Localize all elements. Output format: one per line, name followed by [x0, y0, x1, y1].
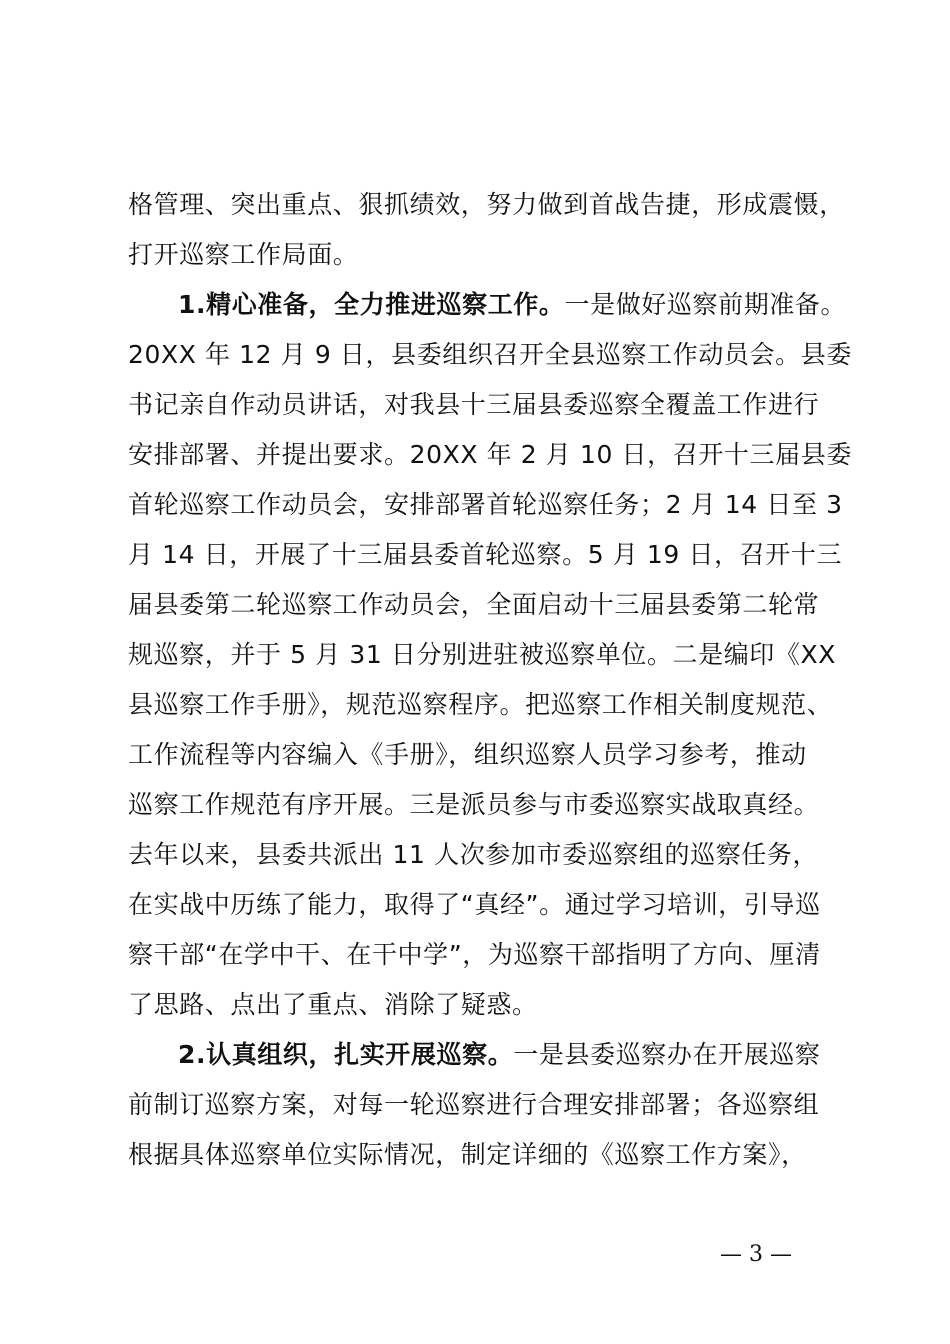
- text-line: 月 14 日，开展了十三届县委首轮巡察。5 月 19 日，召开十三: [128, 540, 843, 569]
- text-line: 工作流程等内容编入《手册》，组织巡察人员学习参考，推动: [128, 740, 807, 769]
- text-line: 去年以来，县委共派出 11 人次参加市委巡察组的巡察任务，: [128, 840, 819, 869]
- text-line: 察干部“在学中干、在干中学”，为巡察干部指明了方向、厘清: [128, 940, 821, 969]
- text-line: 格管理、突出重点、狠抓绩效，努力做到首战告捷，形成震慑，: [128, 190, 845, 219]
- text-line: 20XX 年 12 月 9 日，县委组织召开全县巡察工作动员会。县委: [128, 340, 852, 369]
- text-span: 一是县委巡察办在开展巡察: [513, 1040, 821, 1069]
- text-line: 届县委第二轮巡察工作动员会，全面启动十三届县委第二轮常: [128, 590, 820, 619]
- text-line: 了思路、点出了重点、消除了疑惑。: [128, 990, 538, 1019]
- text-line: 首轮巡察工作动员会，安排部署首轮巡察任务；2 月 14 日至 3: [128, 490, 843, 519]
- text-line: 打开巡察工作局面。: [128, 240, 359, 269]
- section-heading-2: 2.认真组织，扎实开展巡察。: [178, 1040, 514, 1069]
- paragraph-1-first-line: [178, 290, 846, 320]
- text-line: 书记亲自作动员讲话，对我县十三届县委巡察全覆盖工作进行: [128, 390, 820, 419]
- section-heading-1: 1.精心准备，全力推进巡察工作。: [178, 290, 565, 319]
- text-line: 在实战中历练了能力，取得了“真经”。通过学习培训，引导巡: [128, 890, 821, 919]
- paragraph-2-first-line: [178, 1040, 821, 1070]
- text-line: 前制订巡察方案，对每一轮巡察进行合理安排部署；各巡察组: [128, 1090, 820, 1119]
- text-line: 县巡察工作手册》，规范巡察程序。把巡察工作相关制度规范、: [128, 690, 833, 719]
- text-line: 安排部署、并提出要求。20XX 年 2 月 10 日，召开十三届县委: [128, 440, 852, 469]
- text-line: 根据具体巡察单位实际情况，制定详细的《巡察工作方案》，: [128, 1140, 807, 1169]
- text-line: 规巡察，并于 5 月 31 日分别进驻被巡察单位。二是编印《XX: [128, 640, 836, 669]
- page-number: — 3 —: [720, 1242, 792, 1267]
- text-line: 巡察工作规范有序开展。三是派员参与市委巡察实战取真经。: [128, 790, 820, 819]
- text-span: 一是做好巡察前期准备。: [564, 290, 847, 319]
